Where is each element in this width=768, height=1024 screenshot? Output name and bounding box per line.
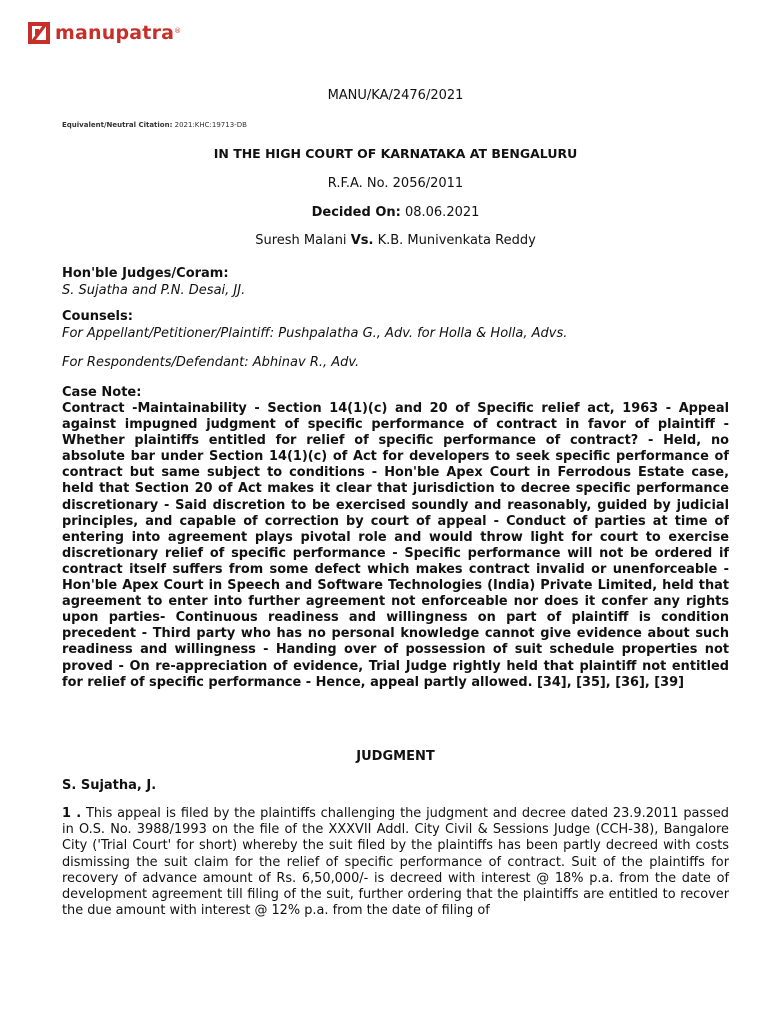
equivalent-citation xyxy=(62,121,247,129)
versus-label: Vs. xyxy=(350,233,374,248)
counsels-label: Counsels: xyxy=(62,309,133,324)
coram-label: Hon'ble Judges/Coram: xyxy=(62,266,229,281)
manupatra-logo-icon xyxy=(27,21,51,45)
coram-judges: S. Sujatha and P.N. Desai, JJ. xyxy=(62,283,246,298)
case-note-section xyxy=(62,384,729,691)
judge-name: S. Sujatha, J. xyxy=(62,778,157,793)
brand-registered-mark: ® xyxy=(174,27,182,35)
counsels-section xyxy=(62,308,729,342)
case-parties xyxy=(62,233,729,248)
decided-date: 08.06.2021 xyxy=(404,205,480,220)
equivalent-citation-value: 2021:KHC:19713-DB xyxy=(174,121,247,129)
appellant-name: Suresh Malani xyxy=(255,233,347,248)
appellant-counsel: For Appellant/Petitioner/Plaintiff: Pushpalatha G., Adv. for Holla & Holla, Advs. xyxy=(62,326,568,341)
case-note-label: Case Note: xyxy=(62,385,142,400)
equivalent-citation-label: Equivalent/Neutral Citation: xyxy=(62,121,173,129)
respondent-counsel: For Respondents/Defendant: Abhinav R., Adv. xyxy=(62,355,360,370)
case-number: R.F.A. No. 2056/2011 xyxy=(327,176,464,191)
decided-on xyxy=(62,205,729,220)
coram-section xyxy=(62,265,729,299)
paragraph-number: 1 . xyxy=(62,806,82,821)
respondent-name: K.B. Munivenkata Reddy xyxy=(377,233,536,248)
manupatra-logo[interactable] xyxy=(27,21,181,45)
paragraph-text: This appeal is filed by the plaintiffs challenging the judgment and decree dated 23.9.2011 passed in O.S. No. 3988/1993 on the file of the XXXVII Addl. City Civil & Sessions Judge (CCH-38), Bangalore City ('Trial Court' for short) whereby the suit filed by the plaintiffs has been partly decreed with costs dismissing the suit claim for the relief of specific performance of contract. Suit of the plaintiffs for recovery of advance amount of Rs. 6,50,000/- is decreed with interest @ 18% p.a. from the date of development agreement till filing of the suit, further ordering that the plaintiffs are entitled to recover the due amount with interest @ 12% p.a. from the date of filing of xyxy=(62,806,729,919)
brand-name: manupatra xyxy=(55,22,175,44)
judgment-paragraph xyxy=(62,806,729,919)
case-note-text: Contract -Maintainability - Section 14(1)(c) and 20 of Specific relief act, 1963 - Appeal against impugned judgment of specific performance of contract in favor of plaintiff - Whether plaintiffs entitled for relief of specific performance of contract? - Held, no absolute bar under Section 14(1)(c) of Act for developers to seek specific performance of contract but same subject to conditions - Hon'ble Apex Court in Ferrodous Estate case, held that Section 20 of Act makes it clear that jurisdiction to decree specific performance discretionary - Said discretion to be exercised soundly and reasonably, guided by judicial principles, and capable of correction by court of appeal - Conduct of parties at time of entering into agreement plays pivotal role and would throw light for court to exercise discretionary relief of specific performance - Specific performance will not be ordered if contract itself suffers from some defect which makes contract invalid or unenforceable - Hon'ble Apex Court in Speech and Software Technologies (India) Private Limited, held that agreement to enter into further agreement not enforceable nor does it confer any rights upon parties- Continuous readiness and willingness on part of plaintiff is condition precedent - Third party who has no personal knowledge cannot give evidence about such readiness and willingness - Handing over of possession of suit schedule properties not proved - On re-appreciation of evidence, Trial Judge rightly held that plaintiff not entitled for relief of specific performance - Hence, appeal partly allowed. [34], [35], [36], [39] xyxy=(62,401,729,690)
manu-citation: MANU/KA/2476/2021 xyxy=(327,88,464,103)
court-name: IN THE HIGH COURT OF KARNATAKA AT BENGALURU xyxy=(213,146,578,161)
decided-label: Decided On: xyxy=(311,205,401,220)
judgment-heading: JUDGMENT xyxy=(356,749,435,764)
